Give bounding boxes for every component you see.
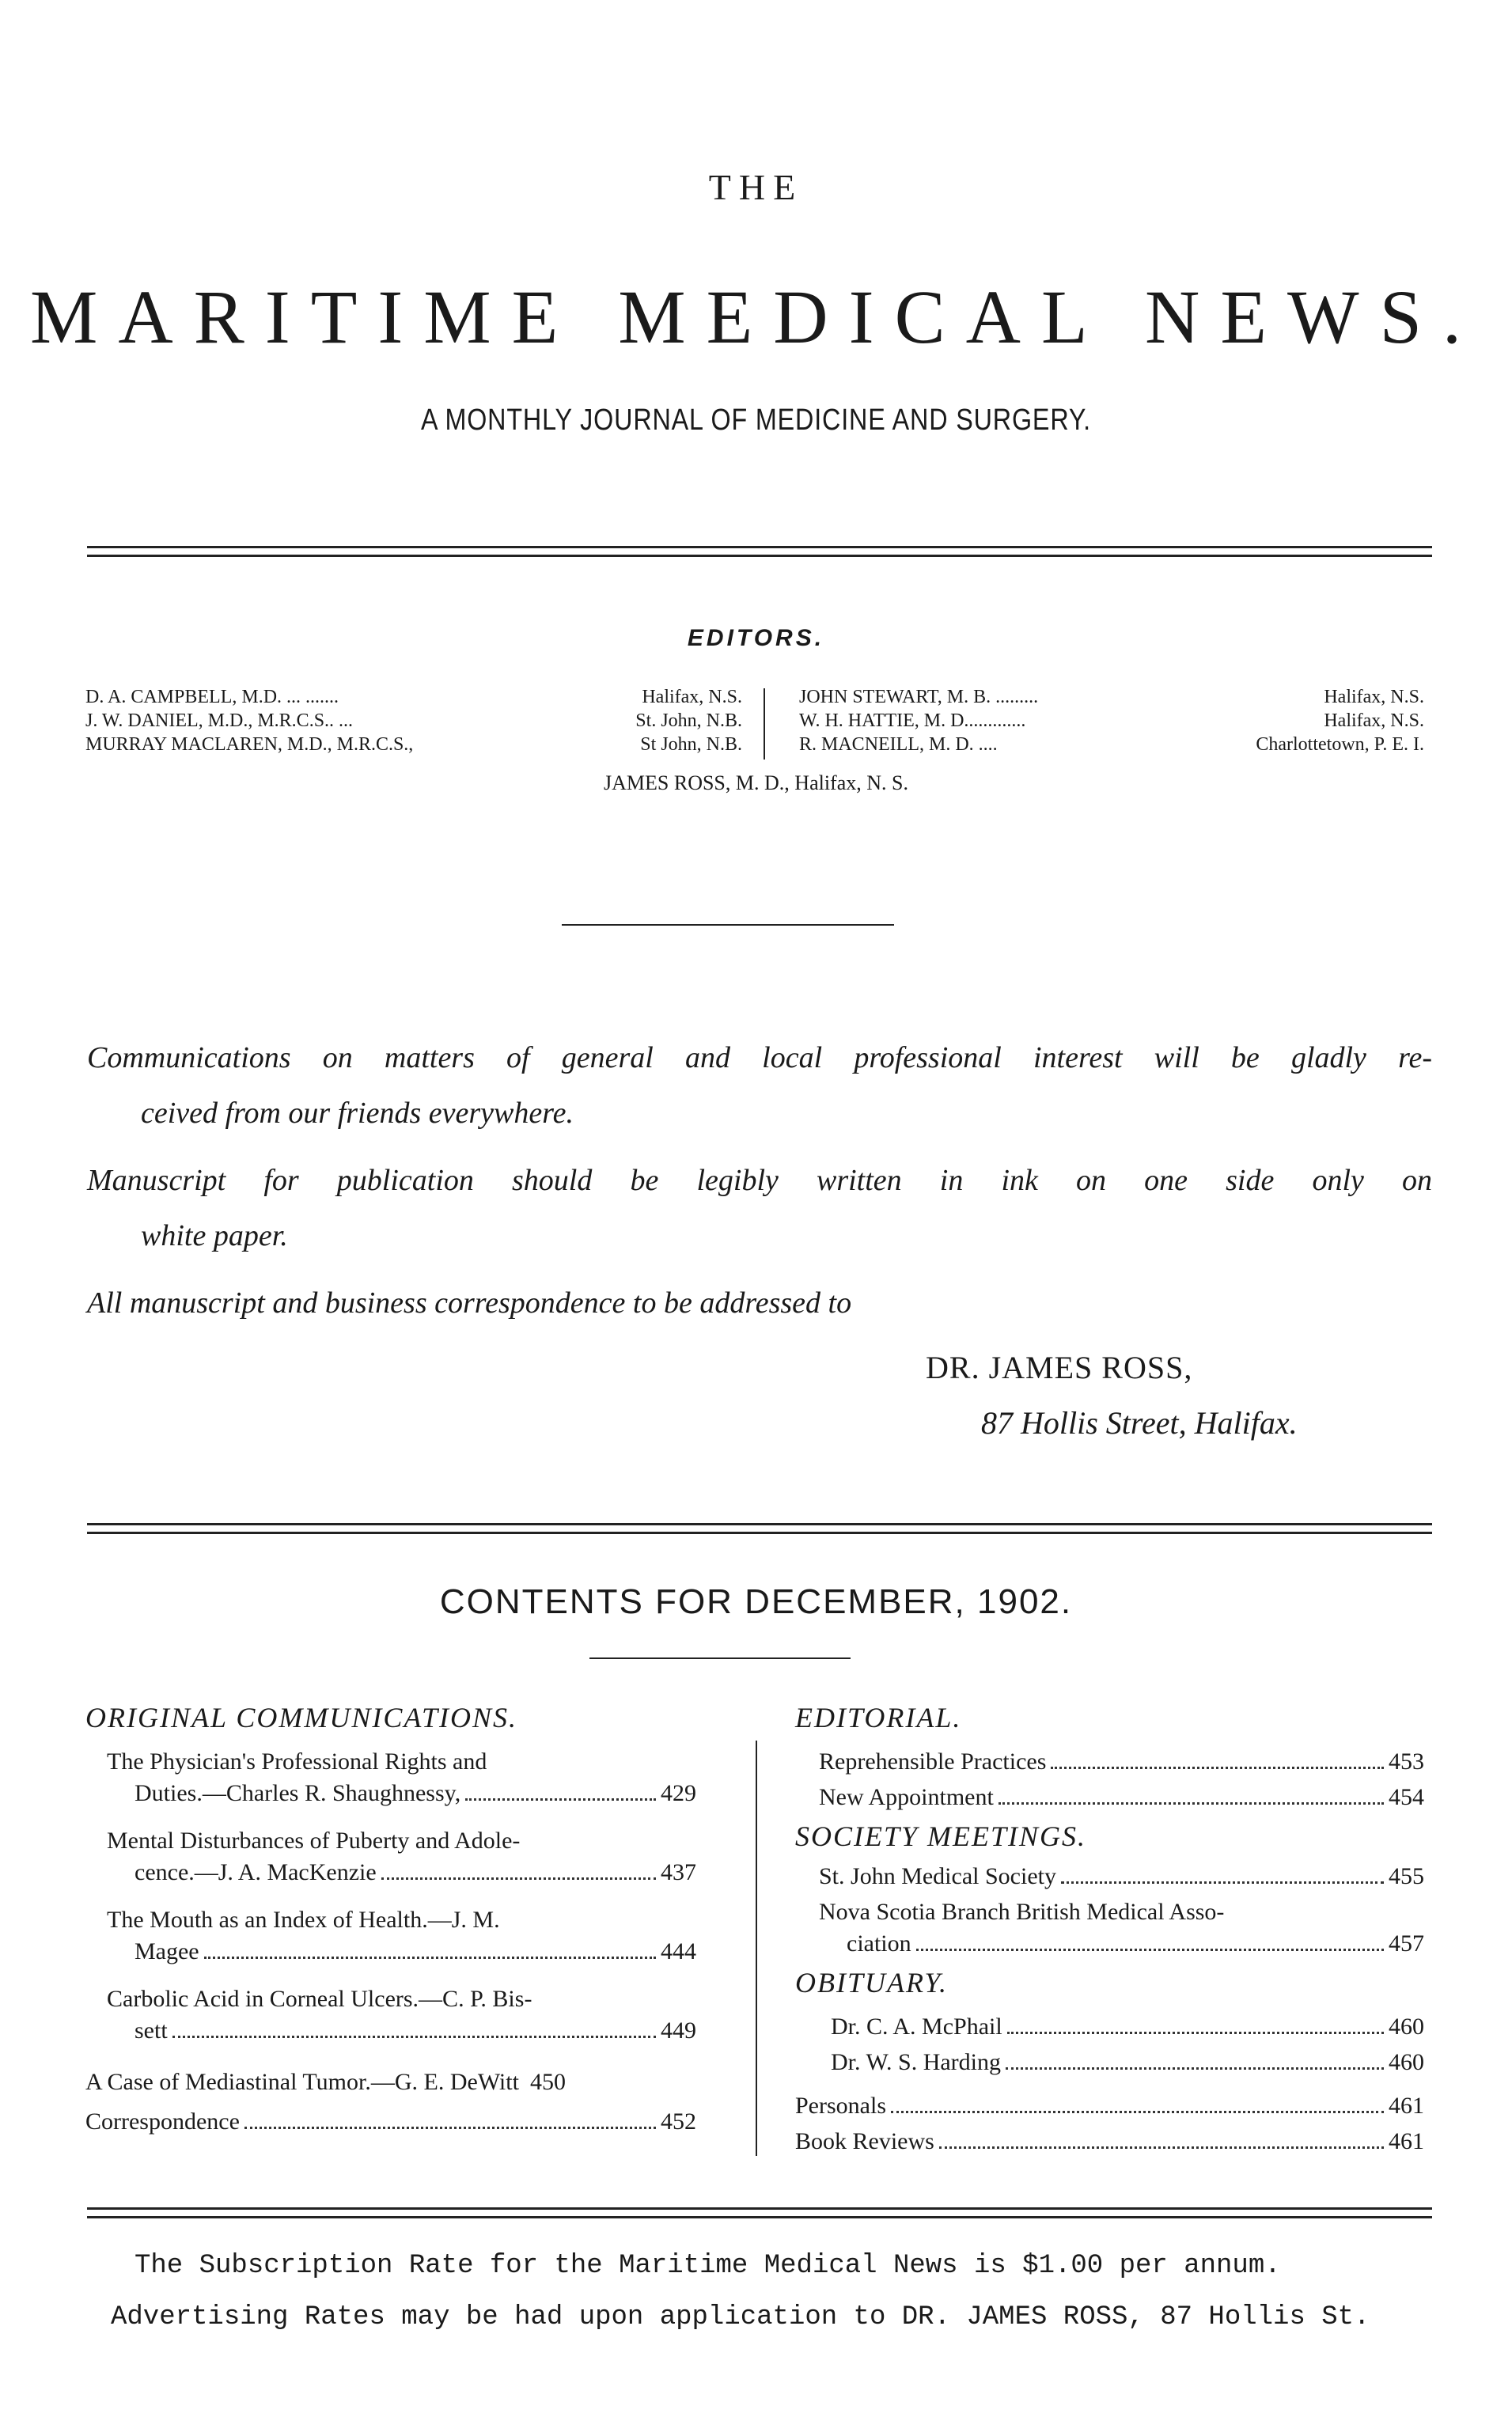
editor-name: JOHN STEWART, M. B. ......... — [799, 687, 1039, 707]
editor-place: Halifax, N.S. — [1324, 687, 1424, 707]
contents-heading: CONTENTS FOR DECEMBER, 1902. — [439, 1582, 1073, 1621]
toc-page: 449 — [661, 2017, 696, 2044]
toc-page: 460 — [1389, 2049, 1424, 2075]
editor-place: Halifax, N.S. — [1324, 710, 1424, 731]
editor-place: St John, N.B. — [640, 734, 742, 755]
editor-place: Halifax, N.S. — [642, 687, 742, 707]
contents-divider — [87, 1523, 1432, 1534]
toc-title: Dr. C. A. McPhail — [831, 2014, 1002, 2040]
toc-title: Book Reviews — [795, 2128, 934, 2154]
toc-title: cence.—J. A. MacKenzie — [135, 1859, 377, 1885]
toc-page: 429 — [661, 1780, 696, 1806]
toc-society-2[interactable] — [847, 1930, 1424, 1957]
toc-item-4-line1: Carbolic Acid in Corneal Ulcers.—C. P. Bis- — [107, 1986, 532, 2012]
notice-correspondence: All manuscript and business correspondence to be addressed to — [87, 1286, 852, 1320]
toc-society-2-line1: Nova Scotia Branch British Medical Asso- — [819, 1899, 1225, 1925]
toc-page: 461 — [1389, 2093, 1424, 2119]
dot-leader — [1007, 2032, 1384, 2034]
subscription-rate: The Subscription Rate for the Maritime Medical News is $1.00 per annum. — [135, 2251, 1281, 2281]
toc-title: ciation — [847, 1930, 911, 1957]
toc-page: 444 — [661, 1938, 696, 1964]
footer-divider — [87, 2207, 1432, 2218]
toc-title: sett — [135, 2017, 168, 2044]
toc-title: Duties.—Charles R. Shaughnessy, — [135, 1780, 461, 1806]
toc-page: 453 — [1389, 1748, 1424, 1775]
obituary-heading: OBITUARY. — [795, 1967, 949, 1998]
editor-name: R. MACNEILL, M. D. .... — [799, 734, 998, 755]
toc-editorial-2[interactable] — [819, 1784, 1424, 1811]
original-communications-heading: ORIGINAL COMMUNICATIONS. — [85, 1702, 518, 1733]
editor-left-2 — [85, 710, 742, 732]
toc-item-3[interactable] — [135, 1938, 696, 1965]
editorial-heading: EDITORIAL. — [795, 1702, 962, 1733]
toc-page: 454 — [1389, 1784, 1424, 1810]
editor-name: D. A. CAMPBELL, M.D. ... ....... — [85, 687, 339, 707]
toc-item-1[interactable] — [135, 1780, 696, 1807]
toc-page: 437 — [661, 1859, 696, 1885]
toc-society-1[interactable] — [819, 1863, 1424, 1890]
toc-item-1-line1: The Physician's Professional Rights and — [107, 1748, 487, 1775]
toc-item-4[interactable] — [135, 2017, 696, 2044]
notice-manuscript-cont: white paper. — [141, 1219, 288, 1252]
toc-page: 460 — [1389, 2014, 1424, 2040]
editor-name: J. W. DANIEL, M.D., M.R.C.S.. ... — [85, 710, 354, 731]
contents-rule — [589, 1657, 851, 1659]
advertising-rates: Advertising Rates may be had upon application to DR. JAMES ROSS, 87 Hollis St. — [111, 2302, 1370, 2332]
contents-column-divider — [756, 1741, 757, 2156]
masthead-subtitle: A MONTHLY JOURNAL OF MEDICINE AND SURGERY. — [421, 403, 1091, 437]
toc-page: 452 — [661, 2108, 696, 2135]
society-meetings-heading: SOCIETY MEETINGS. — [795, 1820, 1087, 1852]
toc-title: St. John Medical Society — [819, 1863, 1056, 1889]
editor-right-1 — [799, 687, 1424, 708]
dot-leader — [1061, 1881, 1384, 1884]
dot-leader — [891, 2111, 1384, 2113]
toc-item-2[interactable] — [135, 1859, 696, 1886]
toc-obituary-2[interactable] — [831, 2049, 1424, 2076]
editor-left-3 — [85, 734, 742, 756]
editor-bottom: JAMES ROSS, M. D., Halifax, N. S. — [604, 771, 908, 794]
editor-name: MURRAY MACLAREN, M.D., M.R.C.S., — [85, 734, 414, 755]
editor-name: W. H. HATTIE, M. D............. — [799, 710, 1026, 731]
editor-place: Charlottetown, P. E. I. — [1256, 734, 1424, 755]
dot-leader — [244, 2127, 656, 2129]
toc-item-6[interactable] — [85, 2108, 696, 2135]
toc-title: Dr. W. S. Harding — [831, 2049, 1002, 2075]
toc-title: Personals — [795, 2093, 886, 2119]
editor-right-3 — [799, 734, 1424, 756]
toc-item-5[interactable] — [85, 2069, 696, 2096]
toc-title: New Appointment — [819, 1784, 994, 1810]
editor-right-2 — [799, 710, 1424, 732]
toc-title: A Case of Mediastinal Tumor.—G. E. DeWitt — [85, 2069, 519, 2095]
toc-page: 450 — [529, 2069, 566, 2095]
masthead-divider — [87, 546, 1432, 557]
notice-communications: Communications on matters of general and local professional interest will be gladly re- — [87, 1041, 1432, 1074]
dot-leader — [939, 2146, 1384, 2149]
toc-title: Reprehensible Practices — [819, 1748, 1047, 1775]
address-name: DR. JAMES ROSS, — [926, 1350, 1193, 1385]
dot-leader — [172, 2036, 656, 2038]
dot-leader — [1051, 1767, 1384, 1769]
toc-title: Correspondence — [85, 2108, 240, 2135]
dot-leader — [916, 1949, 1384, 1951]
editor-place: St. John, N.B. — [635, 710, 742, 731]
toc-page: 455 — [1389, 1863, 1424, 1889]
dot-leader — [204, 1957, 656, 1959]
dot-leader — [1006, 2067, 1384, 2070]
toc-editorial-1[interactable] — [819, 1748, 1424, 1775]
address-street: 87 Hollis Street, Halifax. — [981, 1405, 1298, 1441]
toc-obituary-1[interactable] — [831, 2014, 1424, 2040]
toc-book-reviews[interactable] — [795, 2128, 1424, 2155]
dot-leader — [381, 1877, 656, 1880]
section-rule — [562, 924, 894, 926]
toc-page: 461 — [1389, 2128, 1424, 2154]
dot-leader — [465, 1798, 656, 1801]
notice-communications-cont: ceived from our friends everywhere. — [141, 1097, 574, 1130]
toc-item-2-line1: Mental Disturbances of Puberty and Adole- — [107, 1828, 521, 1854]
toc-item-3-line1: The Mouth as an Index of Health.—J. M. — [107, 1907, 500, 1933]
editor-left-1 — [85, 687, 742, 708]
toc-title: Magee — [135, 1938, 199, 1964]
dot-leader — [999, 1802, 1384, 1805]
notice-manuscript: Manuscript for publication should be legibly written in ink on one side only on — [87, 1164, 1432, 1197]
masthead-title: MARITIME MEDICAL NEWS. — [30, 275, 1482, 359]
toc-page: 457 — [1389, 1930, 1424, 1957]
editors-divider — [764, 688, 765, 760]
editors-heading: EDITORS. — [687, 625, 825, 651]
toc-personals[interactable] — [795, 2093, 1424, 2120]
masthead-the: THE — [708, 167, 804, 207]
